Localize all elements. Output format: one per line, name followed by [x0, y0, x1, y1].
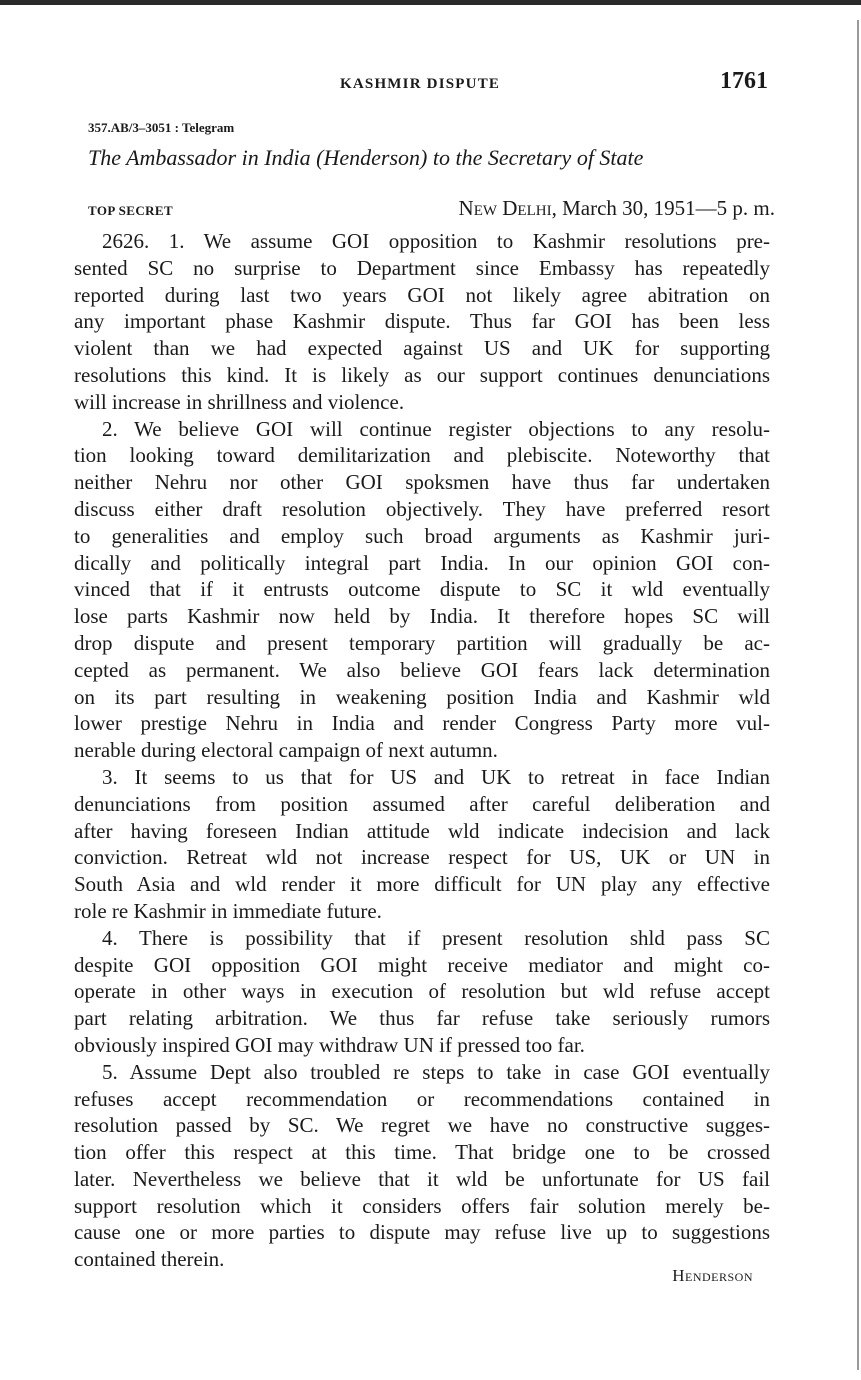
- paragraph-line: resolutions this kind. It is likely as our support continues denunciations: [74, 362, 770, 387]
- paragraph-line: vinced that if it entrusts outcome dispute to SC it wld eventually: [74, 577, 770, 602]
- paragraph-3: [74, 764, 770, 925]
- paragraph-line: nerable during electoral campaign of next autumn.: [74, 738, 498, 763]
- telegram-body: [74, 228, 770, 1273]
- paragraph-line: resolution passed by SC. We regret we have no constructive sugges-: [74, 1113, 770, 1138]
- paragraph-line: on its part resulting in weakening position India and Kashmir wld: [74, 684, 770, 709]
- paragraph-line: tion looking toward demilitarization and plebiscite. Noteworthy that: [74, 443, 770, 468]
- paragraph-line: conviction. Retreat wld not increase respect for US, UK or UN in: [74, 845, 770, 870]
- paragraph-line: 3. It seems to us that for US and UK to retreat in face Indian: [102, 764, 770, 789]
- paragraph-line: lose parts Kashmir now held by India. It therefore hopes SC will: [74, 604, 770, 629]
- paragraph-line: will increase in shrillness and violence.: [74, 389, 405, 414]
- paragraph-line: later. Nevertheless we believe that it wld be unfortunate for US fail: [74, 1166, 770, 1191]
- file-reference: 357.AB/3–3051 : Telegram: [88, 120, 235, 135]
- paragraph-line: 4. There is possibility that if present resolution shld pass SC: [102, 925, 770, 950]
- paragraph-line: to generalities and employ such broad arguments as Kashmir juri-: [74, 523, 770, 548]
- paragraph-line: 2626. 1. We assume GOI opposition to Kashmir resolutions pre-: [102, 229, 770, 253]
- paragraph-line: South Asia and wld render it more difficult for UN play any effective: [74, 872, 770, 897]
- paragraph-line: 5. Assume Dept also troubled re steps to take in case GOI eventually: [102, 1059, 770, 1084]
- paragraph-line: reported during last two years GOI not likely agree abitration on: [74, 282, 770, 307]
- paragraph-line: obviously inspired GOI may withdraw UN if pressed too far.: [74, 1032, 585, 1057]
- paragraph-line: violent than we had expected against US and UK for supporting: [74, 336, 770, 361]
- paragraph-5: [74, 1059, 770, 1273]
- classification-label: TOP SECRET: [88, 203, 174, 218]
- paragraph-line: any important phase Kashmir dispute. Thus far GOI has been less: [74, 309, 770, 334]
- page-top-edge: [0, 0, 861, 5]
- dateline-place: New Delhi,: [458, 196, 557, 220]
- page-number: 1761: [720, 68, 768, 94]
- paragraph-line: neither Nehru nor other GOI spoksmen have thus far undertaken: [74, 470, 770, 495]
- paragraph-line: operate in other ways in execution of resolution but wld refuse accept: [74, 979, 770, 1004]
- paragraph-line: lower prestige Nehru in India and render Congress Party more vul-: [74, 711, 770, 736]
- paragraph-line: tion offer this respect at this time. That bridge one to be crossed: [74, 1140, 770, 1165]
- running-head-title: KASHMIR DISPUTE: [340, 76, 501, 92]
- paragraph-line: 2. We believe GOI will continue register objections to any resolu-: [102, 416, 770, 441]
- paragraph-line: contained therein.: [74, 1247, 225, 1272]
- document-title: The Ambassador in India (Henderson) to the Secretary of State: [88, 145, 644, 170]
- paragraph-line: sented SC no surprise to Department since Embassy has repeatedly: [74, 255, 770, 280]
- paragraph-line: support resolution which it considers offers fair solution merely be-: [74, 1193, 770, 1218]
- paragraph-line: despite GOI opposition GOI might receive mediator and might co-: [74, 952, 770, 977]
- paragraph-line: cepted as permanent. We also believe GOI fears lack determination: [74, 657, 770, 682]
- paragraph-line: denunciations from position assumed after careful deliberation and: [74, 791, 770, 816]
- paragraph-1: [74, 228, 770, 416]
- dateline-date: March 30, 1951—5 p. m.: [562, 196, 775, 220]
- paragraph-2: [74, 416, 770, 764]
- dateline: [459, 196, 775, 221]
- paragraph-line: role re Kashmir in immediate future.: [74, 898, 382, 923]
- paragraph-line: cause one or more parties to dispute may refuse live up to suggestions: [74, 1220, 770, 1245]
- paragraph-4: [74, 925, 770, 1059]
- paragraph-line: part relating arbitration. We thus far refuse take seriously rumors: [74, 1006, 770, 1031]
- paragraph-line: dically and politically integral part India. In our opinion GOI con-: [74, 550, 770, 575]
- paragraph-line: after having foreseen Indian attitude wld indicate indecision and lack: [74, 818, 770, 843]
- paragraph-line: refuses accept recommendation or recommendations contained in: [74, 1086, 770, 1111]
- page-right-edge: [857, 20, 859, 1370]
- paragraph-line: discuss either draft resolution objectively. They have preferred resort: [74, 496, 770, 521]
- signature: Henderson: [672, 1266, 753, 1285]
- paragraph-line: drop dispute and present temporary partition will gradually be ac-: [74, 630, 770, 655]
